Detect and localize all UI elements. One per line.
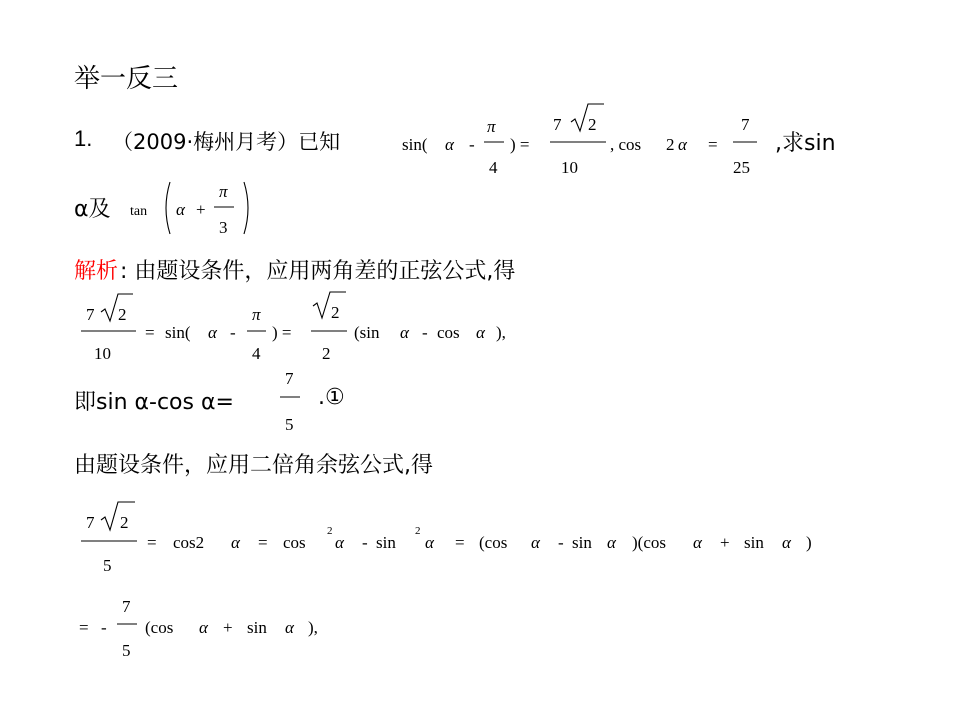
four-denominator: 4 [252,344,261,363]
radicand-two: 2 [588,115,597,134]
alpha: α [693,533,702,552]
superscript-two: 2 [415,525,421,537]
seven-numerator: 7 [741,115,750,134]
four-denominator: 4 [489,158,498,177]
plus-sign: + [196,200,206,219]
comma-cos: , cos [610,135,642,154]
alpha: α [425,533,434,552]
alpha: α [208,323,217,342]
alpha: α [335,533,344,552]
alpha: α [476,323,485,342]
five-denominator: 5 [122,641,131,660]
cos2-label: cos2 [173,533,205,552]
alpha: α [285,618,294,637]
right-paren [244,182,248,234]
sin-label: sin [376,533,396,552]
minus-sign: - [558,533,564,552]
cos-label: cos [283,533,306,552]
pi-numerator: π [487,117,496,136]
three-denominator: 3 [219,218,228,237]
alpha: α [400,323,409,342]
equals: = [708,135,718,154]
slide-title: 举一反三 [74,64,179,94]
equals: = [455,533,465,552]
five-denominator: 5 [103,556,112,575]
minus-sign: - [422,323,428,342]
pi-numerator: π [219,182,228,201]
sin-open: sin( [165,323,191,342]
solution-equation-1 [81,292,506,363]
result-1-fraction [280,369,300,434]
open-cos: (cos [145,618,174,637]
problem-source: （2009·梅州月考）已知 [112,130,341,154]
sqrt-sign [101,502,135,530]
alpha: α [176,200,185,219]
given-cos-formula [610,115,757,177]
minus-sign: - [230,323,236,342]
alpha: α [445,135,454,154]
sqrt-sign [313,292,346,318]
tan-label: tan [130,204,148,219]
seven-numerator: 7 [122,597,131,616]
problem-line2-prefix: α及 [74,197,111,222]
close-comma: ), [496,323,506,342]
left-paren [166,182,170,234]
equals: = [145,323,155,342]
alpha: α [607,533,616,552]
result-1: 即sin α-cos α= [74,390,234,415]
alpha: α [199,618,208,637]
two-denominator: 2 [322,344,331,363]
solution-label: 解析 [74,259,119,284]
radicand-two: 2 [120,513,129,532]
open-sin: (sin [354,323,380,342]
negative-sign: - [101,618,107,637]
given-sin-formula [402,104,606,177]
sin-label: sin [572,533,592,552]
sin-label: sin [247,618,267,637]
seven-numerator: 7 [285,369,294,388]
solution-equation-2 [81,502,812,575]
seven: 7 [86,305,95,324]
equals: = [258,533,268,552]
radicand-two: 2 [118,305,127,324]
close-open-cos: )(cos [632,533,666,552]
sin-label: sin [744,533,764,552]
alpha: α [231,533,240,552]
solution-equation-3 [79,597,318,660]
ten-denominator: 10 [94,344,111,363]
minus-sign: - [362,533,368,552]
result-1-mark: .① [318,385,345,410]
open-cos: (cos [479,533,508,552]
superscript-two: 2 [327,525,333,537]
seven: 7 [86,513,95,532]
close-equals: ) = [272,323,292,342]
solution-intro: : 由题设条件，应用两角差的正弦公式,得 [120,259,516,284]
alpha: α [678,135,687,154]
sqrt-sign [101,294,133,321]
close-equals: ) = [510,135,530,154]
cos-label: cos [437,323,460,342]
close-comma: ), [308,618,318,637]
pi-numerator: π [252,305,261,324]
five-denominator: 5 [285,415,294,434]
equals: = [79,618,89,637]
plus-sign: + [223,618,233,637]
radicand-two: 2 [331,303,340,322]
equals: = [147,533,157,552]
problem-ask: ,求sin [775,131,836,156]
ten-denominator: 10 [561,158,578,177]
step-2: 由题设条件，应用二倍角余弦公式,得 [74,453,433,478]
close-paren: ) [806,533,812,552]
alpha: α [531,533,540,552]
twentyfive-denominator: 25 [733,158,750,177]
alpha: α [782,533,791,552]
sin-open: sin( [402,135,428,154]
seven: 7 [553,115,562,134]
minus-sign: - [469,135,475,154]
problem-number: 1. [74,126,93,151]
plus-sign: + [720,533,730,552]
tan-formula [130,182,248,237]
two-coef: 2 [666,135,675,154]
